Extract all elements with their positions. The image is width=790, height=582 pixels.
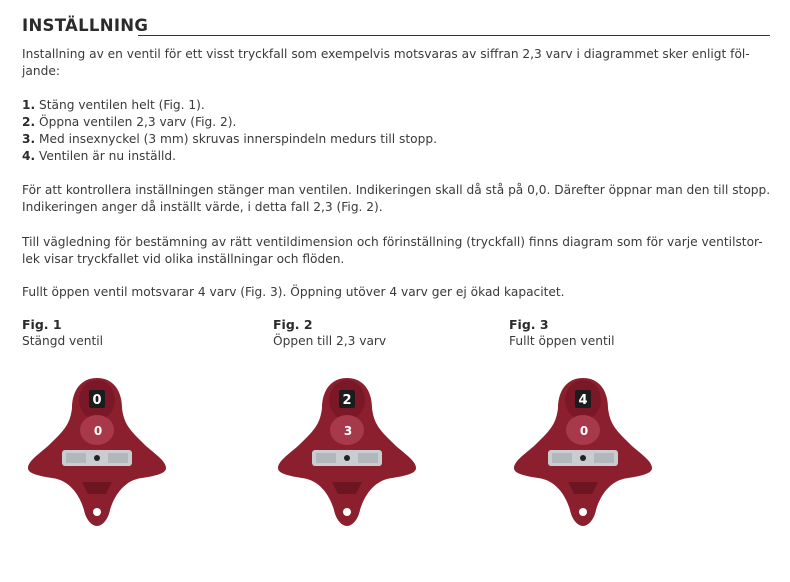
lower-dial-digit: 3 xyxy=(343,424,353,438)
fig-3-caption: Fullt öppen ventil xyxy=(509,334,615,348)
check-line-1: För att kontrollera inställningen stänger man ventilen. Indikeringen skall då stå på 0,0. Därefter öppnar man den till stopp. xyxy=(22,183,771,197)
step-number: 3. xyxy=(22,132,36,146)
step-text: Öppna ventilen 2,3 varv (Fig. 2). xyxy=(39,115,237,129)
guide-line-2: lek visar tryckfallet vid olika inställningar och flöden. xyxy=(22,251,345,266)
check-line-2: Indikeringen anger då inställt värde, i detta fall 2,3 (Fig. 2). xyxy=(22,199,383,214)
step-list xyxy=(22,97,437,165)
step-text: Ventilen är nu inställd. xyxy=(39,149,177,163)
fig-1-caption: Stängd ventil xyxy=(22,334,104,348)
step-number: 1. xyxy=(22,98,36,112)
intro-line-1: Installning av en ventil för ett visst tryckfall som exempelvis motsvaras av siffran 2,3 varv i diagrammet sker enligt föl- xyxy=(22,47,750,61)
upper-dial-digit: 2 xyxy=(342,393,352,408)
heading-rule xyxy=(138,35,770,36)
check-paragraph xyxy=(22,182,772,215)
intro-line-2: jande: xyxy=(22,63,60,78)
guide-line-1: Till vägledning för bestämning av rätt ventildimension och förinställning (tryckfall) finns diagram som för varje ventilstor- xyxy=(22,235,763,249)
list-item xyxy=(22,131,437,148)
lower-dial-digit: 0 xyxy=(93,424,103,438)
list-item xyxy=(22,97,437,114)
fig-3-title: Fig. 3 xyxy=(509,317,549,332)
intro-paragraph xyxy=(22,46,772,79)
valve-fig-3 xyxy=(508,370,658,530)
valve-fig-1 xyxy=(22,370,172,530)
fig-2-caption: Öppen till 2,3 varv xyxy=(273,334,387,348)
step-number: 2. xyxy=(22,115,36,129)
valve-fig-2 xyxy=(272,370,422,530)
list-item xyxy=(22,148,437,165)
section-heading: INSTÄLLNING xyxy=(22,16,149,35)
guide-paragraph xyxy=(22,234,772,267)
section-heading-row xyxy=(22,16,770,38)
upper-dial-digit: 4 xyxy=(578,393,588,408)
lower-dial-digit: 0 xyxy=(579,424,589,438)
fig-2-title: Fig. 2 xyxy=(273,317,313,332)
step-text: Stäng ventilen helt (Fig. 1). xyxy=(39,98,205,112)
list-item xyxy=(22,114,437,131)
upper-dial-digit: 0 xyxy=(92,393,102,408)
fig-1-title: Fig. 1 xyxy=(22,317,62,332)
step-number: 4. xyxy=(22,149,36,163)
step-text: Med insexnyckel (3 mm) skruvas innerspindeln medurs till stopp. xyxy=(39,132,437,146)
full-open-paragraph: Fullt öppen ventil motsvarar 4 varv (Fig. 3). Öppning utöver 4 varv ger ej ökad kapacitet. xyxy=(22,285,565,299)
